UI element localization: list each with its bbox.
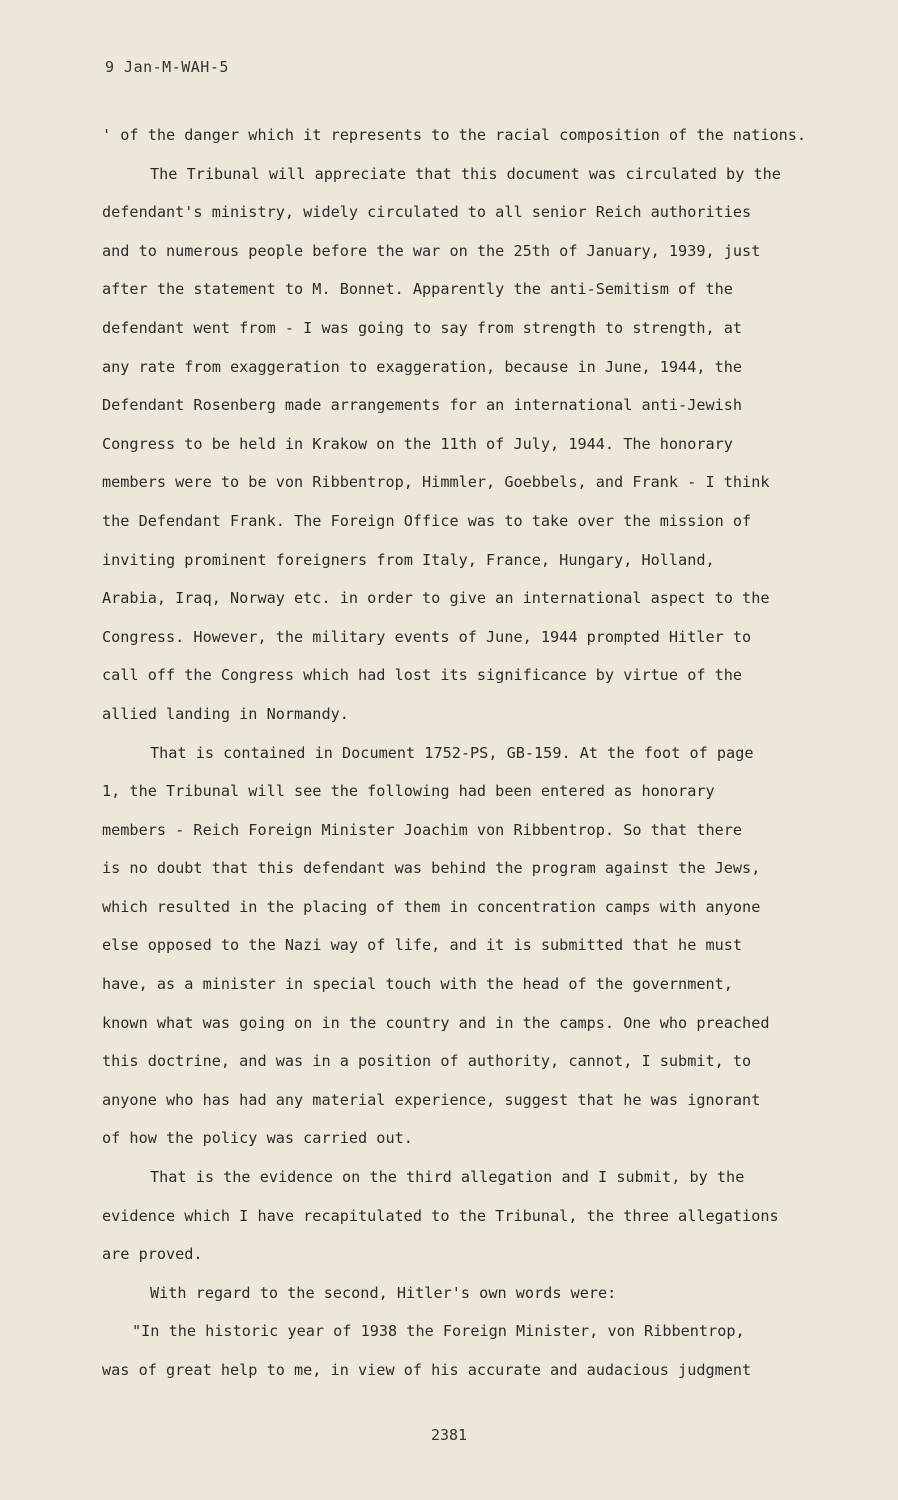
- text-line: allied landing in Normandy.: [102, 704, 349, 723]
- paragraph-start-line: That is the evidence on the third allegation and I submit, by the: [150, 1168, 745, 1187]
- text-line: Congress. However, the military events of June, 1944 prompted Hitler to: [102, 627, 752, 646]
- text-line: have, as a minister in special touch with the head of the government,: [102, 975, 733, 994]
- text-line: known what was going on in the country and in the camps. One who preached: [102, 1013, 770, 1032]
- text-line: is no doubt that this defendant was behind the program against the Jews,: [102, 859, 761, 878]
- quote-start-line: "In the historic year of 1938 the Foreign Minister, von Ribbentrop,: [132, 1322, 745, 1341]
- text-line: this doctrine, and was in a position of authority, cannot, I submit, to: [102, 1052, 752, 1071]
- text-line: defendant's ministry, widely circulated to all senior Reich authorities: [102, 203, 752, 222]
- page-reference-header: 9 Jan-M-WAH-5: [105, 58, 229, 76]
- text-line: and to numerous people before the war on the 25th of January, 1939, just: [102, 241, 761, 260]
- page-number: 2381: [430, 1426, 468, 1444]
- text-line: any rate from exaggeration to exaggeration, because in June, 1944, the: [102, 357, 743, 376]
- text-line: Defendant Rosenberg made arrangements for an international anti-Jewish: [102, 396, 743, 415]
- text-line: after the statement to M. Bonnet. Apparently the anti-Semitism of the: [102, 280, 733, 299]
- text-line: anyone who has had any material experience, suggest that he was ignorant: [102, 1090, 761, 1109]
- text-line: members were to be von Ribbentrop, Himmler, Goebbels, and Frank - I think: [102, 473, 770, 492]
- text-line: are proved.: [102, 1245, 203, 1264]
- text-line: members - Reich Foreign Minister Joachim von Ribbentrop. So that there: [102, 820, 743, 839]
- text-line: Arabia, Iraq, Norway etc. in order to give an international aspect to the: [102, 589, 770, 608]
- body-text: [102, 116, 814, 1390]
- text-line: ' of the danger which it represents to the racial composition of the nations.: [102, 126, 807, 144]
- paragraph-start-line: With regard to the second, Hitler's own words were:: [150, 1283, 617, 1302]
- text-line: call off the Congress which had lost its significance by virtue of the: [102, 666, 743, 685]
- text-line: was of great help to me, in view of his accurate and audacious judgment: [102, 1361, 752, 1379]
- text-line: 1, the Tribunal will see the following had been entered as honorary: [102, 782, 715, 801]
- text-line: inviting prominent foreigners from Italy, France, Hungary, Holland,: [102, 550, 715, 569]
- text-line: which resulted in the placing of them in concentration camps with anyone: [102, 897, 761, 916]
- text-line: defendant went from - I was going to say from strength to strength, at: [102, 318, 743, 337]
- text-line: else opposed to the Nazi way of life, and it is submitted that he must: [102, 936, 743, 955]
- text-line: the Defendant Frank. The Foreign Office was to take over the mission of: [102, 511, 752, 530]
- paragraph-start-line: The Tribunal will appreciate that this document was circulated by the: [150, 164, 781, 183]
- text-line: Congress to be held in Krakow on the 11th of July, 1944. The honorary: [102, 434, 733, 453]
- text-line: evidence which I have recapitulated to the Tribunal, the three allegations: [102, 1206, 779, 1225]
- text-line: of how the policy was carried out.: [102, 1129, 413, 1148]
- paragraph-start-line: That is contained in Document 1752-PS, GB-159. At the foot of page: [150, 743, 754, 762]
